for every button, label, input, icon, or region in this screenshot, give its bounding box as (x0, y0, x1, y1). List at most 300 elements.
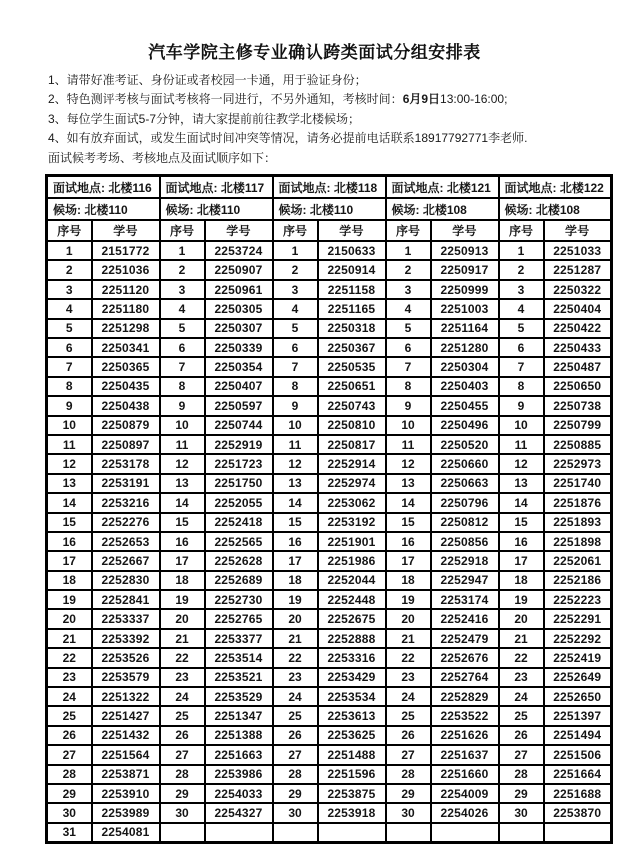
student-id-cell: 2250438 (92, 396, 160, 415)
student-id-cell: 2252650 (544, 687, 612, 706)
page-title: 汽车学院主修专业确认跨类面试分组安排表 (148, 43, 481, 62)
seq-cell: 31 (47, 823, 92, 843)
seq-cell: 6 (47, 338, 92, 357)
seq-cell: 7 (47, 357, 92, 376)
student-id-cell: 2250907 (205, 260, 273, 279)
seq-cell: 19 (273, 590, 318, 609)
seq-cell: 3 (273, 280, 318, 299)
seq-cell: 10 (386, 416, 431, 435)
table-row (47, 435, 612, 454)
seq-cell: 20 (273, 609, 318, 628)
seq-cell: 9 (47, 396, 92, 415)
seq-cell: 11 (47, 435, 92, 454)
student-id-cell: 2253521 (205, 668, 273, 687)
student-id-cell: 2251637 (431, 745, 499, 764)
seq-cell: 12 (47, 454, 92, 473)
seq-cell: 6 (499, 338, 544, 357)
seq-cell: 20 (499, 609, 544, 628)
student-id-cell: 2251036 (92, 260, 160, 279)
student-id-cell: 2151772 (92, 241, 160, 260)
interview-schedule-table (45, 174, 613, 844)
seq-cell: 5 (160, 319, 205, 338)
student-id-cell: 2251120 (92, 280, 160, 299)
student-id-cell: 2253625 (318, 726, 386, 745)
seq-cell: 3 (499, 280, 544, 299)
student-id-cell: 2251596 (318, 765, 386, 784)
student-id-cell: 2250404 (544, 299, 612, 318)
student-id-cell: 2254026 (431, 803, 499, 822)
note-line-3: 3、每位学生面试5-7分钟，请大家提前前往教学北楼候场； (48, 111, 361, 126)
note-line-1: 1、请带好准考证、身份证或者校园一卡通，用于验证身份； (48, 73, 367, 87)
student-id-cell: 2250999 (431, 280, 499, 299)
student-id-cell: 2251986 (318, 551, 386, 570)
seq-cell: 30 (386, 803, 431, 822)
seq-cell: 4 (499, 299, 544, 318)
student-id-cell: 2250650 (544, 377, 612, 396)
seq-cell: 17 (47, 551, 92, 570)
seq-cell: 13 (47, 474, 92, 493)
seq-cell: 15 (47, 513, 92, 532)
seq-cell: 23 (499, 668, 544, 687)
student-id-cell: 2252291 (544, 609, 612, 628)
student-id-cell: 2252044 (318, 571, 386, 590)
seq-cell: 7 (386, 357, 431, 376)
student-id-cell: 2253871 (92, 765, 160, 784)
student-id-cell: 2252830 (92, 571, 160, 590)
student-id-cell: 2250663 (431, 474, 499, 493)
seq-header-cell: 序号 (160, 220, 205, 241)
student-id-cell: 2253191 (92, 474, 160, 493)
seq-cell: 1 (160, 241, 205, 260)
student-id-cell: 2250354 (205, 357, 273, 376)
seq-cell: 11 (499, 435, 544, 454)
student-id-cell: 2250487 (544, 357, 612, 376)
table-row (47, 784, 612, 803)
table-row (47, 280, 612, 299)
seq-cell: 26 (273, 726, 318, 745)
waiting-room-row (47, 198, 612, 220)
location-row (47, 176, 612, 199)
seq-cell: 24 (386, 687, 431, 706)
seq-cell: 23 (273, 668, 318, 687)
seq-cell: 12 (160, 454, 205, 473)
student-id-cell: 2252649 (544, 668, 612, 687)
seq-cell (160, 823, 205, 843)
seq-cell: 23 (160, 668, 205, 687)
interview-location-cell: 面试地点: 北楼121 (386, 176, 499, 199)
student-id-cell: 2251506 (544, 745, 612, 764)
student-id-cell: 2250318 (318, 319, 386, 338)
table-row (47, 241, 612, 260)
seq-cell: 22 (160, 648, 205, 667)
seq-cell: 28 (273, 765, 318, 784)
seq-cell (499, 823, 544, 843)
student-id-cell: 2250879 (92, 416, 160, 435)
seq-cell: 25 (160, 706, 205, 725)
student-id-cell: 2250796 (431, 493, 499, 512)
seq-cell: 17 (386, 551, 431, 570)
seq-cell: 20 (47, 609, 92, 628)
student-id-cell: 2253989 (92, 803, 160, 822)
seq-cell: 25 (386, 706, 431, 725)
seq-cell: 27 (47, 745, 92, 764)
seq-cell: 28 (47, 765, 92, 784)
seq-cell: 19 (47, 590, 92, 609)
seq-cell: 16 (499, 532, 544, 551)
seq-cell: 18 (47, 571, 92, 590)
student-id-cell: 2252689 (205, 571, 273, 590)
seq-cell: 7 (499, 357, 544, 376)
seq-cell: 13 (273, 474, 318, 493)
note-line-4: 4、如有放弃面试，或发生面试时间冲突等情况，请务必提前电话联系18917792771李老师. (48, 131, 528, 146)
table-row (47, 551, 612, 570)
seq-cell: 18 (160, 571, 205, 590)
student-id-cell: 2252667 (92, 551, 160, 570)
seq-cell: 8 (386, 377, 431, 396)
student-id-cell: 2250403 (431, 377, 499, 396)
waiting-room-cell: 候场: 北楼110 (273, 198, 386, 220)
student-id-cell: 2250307 (205, 319, 273, 338)
table-row (47, 260, 612, 279)
student-id-cell: 2252764 (431, 668, 499, 687)
seq-cell: 15 (499, 513, 544, 532)
table-row (47, 396, 612, 415)
student-id-cell: 2252765 (205, 609, 273, 628)
student-id-cell (544, 823, 612, 843)
seq-cell: 2 (386, 260, 431, 279)
student-id-cell: 2251898 (544, 532, 612, 551)
student-id-cell: 2253986 (205, 765, 273, 784)
seq-cell: 12 (386, 454, 431, 473)
student-id-header-cell: 学号 (205, 220, 273, 241)
student-id-cell: 2252186 (544, 571, 612, 590)
student-id-cell: 2253529 (205, 687, 273, 706)
seq-cell: 9 (386, 396, 431, 415)
seq-cell: 27 (499, 745, 544, 764)
seq-cell: 25 (47, 706, 92, 725)
student-id-cell: 2252888 (318, 629, 386, 648)
table-row (47, 532, 612, 551)
student-id-cell: 2250810 (318, 416, 386, 435)
seq-cell: 8 (160, 377, 205, 396)
student-id-cell: 2250435 (92, 377, 160, 396)
table-row (47, 377, 612, 396)
schedule-table-wrap (45, 174, 629, 844)
seq-cell: 23 (47, 668, 92, 687)
seq-cell: 5 (386, 319, 431, 338)
student-id-cell: 2251876 (544, 493, 612, 512)
table-row (47, 319, 612, 338)
seq-cell: 10 (499, 416, 544, 435)
seq-cell: 12 (273, 454, 318, 473)
table-row (47, 765, 612, 784)
student-id-cell: 2250407 (205, 377, 273, 396)
student-id-cell: 2250422 (544, 319, 612, 338)
student-id-cell: 2252628 (205, 551, 273, 570)
seq-header-cell: 序号 (499, 220, 544, 241)
seq-cell: 19 (386, 590, 431, 609)
student-id-cell: 2251165 (318, 299, 386, 318)
student-id-cell: 2250433 (544, 338, 612, 357)
seq-cell: 4 (273, 299, 318, 318)
student-id-cell: 2250744 (205, 416, 273, 435)
student-id-cell: 2250367 (318, 338, 386, 357)
student-id-cell: 2251388 (205, 726, 273, 745)
seq-cell: 24 (499, 687, 544, 706)
student-id-cell: 2250913 (431, 241, 499, 260)
student-id-cell: 2253875 (318, 784, 386, 803)
student-id-cell: 2250914 (318, 260, 386, 279)
student-id-cell: 2251663 (205, 745, 273, 764)
student-id-cell: 2250455 (431, 396, 499, 415)
waiting-room-cell: 候场: 北楼108 (499, 198, 612, 220)
student-id-cell: 2252675 (318, 609, 386, 628)
student-id-cell: 2252918 (431, 551, 499, 570)
seq-cell: 17 (499, 551, 544, 570)
student-id-cell: 2250917 (431, 260, 499, 279)
seq-cell: 2 (160, 260, 205, 279)
table-row (47, 687, 612, 706)
student-id-cell: 2252841 (92, 590, 160, 609)
student-id-cell: 2253870 (544, 803, 612, 822)
table-row (47, 648, 612, 667)
seq-cell: 29 (386, 784, 431, 803)
seq-cell: 3 (47, 280, 92, 299)
student-id-cell: 2252565 (205, 532, 273, 551)
student-id-cell: 2251664 (544, 765, 612, 784)
note-line-2: 2、特色测评考核与面试考核将一同进行，不另外通知，考核时间：6月9日13:00-16:00; (48, 92, 508, 107)
student-id-cell: 2250365 (92, 357, 160, 376)
student-id-cell: 2250897 (92, 435, 160, 454)
interview-location-cell: 面试地点: 北楼116 (47, 176, 160, 199)
seq-cell: 20 (386, 609, 431, 628)
student-id-cell: 2250535 (318, 357, 386, 376)
table-row (47, 706, 612, 725)
student-id-cell: 2252676 (431, 648, 499, 667)
student-id-cell: 2253192 (318, 513, 386, 532)
seq-cell: 26 (499, 726, 544, 745)
seq-cell: 22 (47, 648, 92, 667)
student-id-cell: 2253526 (92, 648, 160, 667)
table-row (47, 416, 612, 435)
seq-cell: 19 (160, 590, 205, 609)
table-row (47, 629, 612, 648)
student-id-cell: 2252276 (92, 513, 160, 532)
student-id-cell: 2253062 (318, 493, 386, 512)
seq-cell: 17 (160, 551, 205, 570)
seq-cell: 7 (273, 357, 318, 376)
student-id-cell: 2250743 (318, 396, 386, 415)
student-id-cell: 2253178 (92, 454, 160, 473)
student-id-cell: 2251180 (92, 299, 160, 318)
student-id-cell: 2250341 (92, 338, 160, 357)
seq-cell: 29 (47, 784, 92, 803)
student-id-cell: 2252653 (92, 532, 160, 551)
student-id-cell (318, 823, 386, 843)
table-row (47, 726, 612, 745)
student-id-cell: 2251427 (92, 706, 160, 725)
seq-cell: 9 (273, 396, 318, 415)
table-row (47, 590, 612, 609)
student-id-cell: 2254081 (92, 823, 160, 843)
seq-cell: 8 (499, 377, 544, 396)
seq-cell: 13 (160, 474, 205, 493)
seq-cell: 14 (273, 493, 318, 512)
student-id-cell: 2250520 (431, 435, 499, 454)
student-id-cell: 2252416 (431, 609, 499, 628)
seq-cell: 8 (273, 377, 318, 396)
seq-cell: 5 (499, 319, 544, 338)
seq-cell: 26 (386, 726, 431, 745)
seq-cell: 15 (273, 513, 318, 532)
student-id-cell: 2253534 (318, 687, 386, 706)
seq-cell: 6 (160, 338, 205, 357)
seq-cell (273, 823, 318, 843)
student-id-cell: 2253613 (318, 706, 386, 725)
table-row (47, 474, 612, 493)
table-row (47, 745, 612, 764)
seq-cell: 4 (386, 299, 431, 318)
seq-cell: 8 (47, 377, 92, 396)
seq-cell: 28 (499, 765, 544, 784)
student-id-header-cell: 学号 (431, 220, 499, 241)
seq-cell: 9 (499, 396, 544, 415)
table-row (47, 299, 612, 318)
note-bold-text: 6月9日 (402, 92, 441, 107)
seq-cell: 30 (47, 803, 92, 822)
student-id-cell: 2250817 (318, 435, 386, 454)
interview-location-cell: 面试地点: 北楼122 (499, 176, 612, 199)
note-line-5: 面试候考考场、考核地点及面试顺序如下： (48, 150, 277, 165)
seq-cell: 30 (273, 803, 318, 822)
seq-cell: 16 (273, 532, 318, 551)
student-id-cell: 2252055 (205, 493, 273, 512)
seq-cell: 22 (386, 648, 431, 667)
student-id-cell: 2251893 (544, 513, 612, 532)
table-row (47, 609, 612, 628)
student-id-cell: 2253910 (92, 784, 160, 803)
seq-cell: 10 (47, 416, 92, 435)
student-id-cell: 2250856 (431, 532, 499, 551)
seq-cell: 15 (386, 513, 431, 532)
seq-cell: 29 (273, 784, 318, 803)
student-id-cell (431, 823, 499, 843)
seq-cell (386, 823, 431, 843)
student-id-cell: 2252479 (431, 629, 499, 648)
table-row (47, 338, 612, 357)
seq-cell: 2 (273, 260, 318, 279)
student-id-cell: 2251564 (92, 745, 160, 764)
table-row (47, 803, 612, 822)
seq-cell: 11 (160, 435, 205, 454)
student-id-header-cell: 学号 (92, 220, 160, 241)
student-id-cell: 2251158 (318, 280, 386, 299)
student-id-cell: 2254033 (205, 784, 273, 803)
student-id-cell: 2253392 (92, 629, 160, 648)
seq-cell: 1 (499, 241, 544, 260)
student-id-cell: 2254009 (431, 784, 499, 803)
waiting-room-cell: 候场: 北楼108 (386, 198, 499, 220)
table-row (47, 493, 612, 512)
student-id-cell: 2250322 (544, 280, 612, 299)
seq-cell: 15 (160, 513, 205, 532)
seq-cell: 6 (386, 338, 431, 357)
student-id-cell: 2250738 (544, 396, 612, 415)
student-id-cell: 2251432 (92, 726, 160, 745)
interview-location-cell: 面试地点: 北楼117 (160, 176, 273, 199)
seq-cell: 22 (273, 648, 318, 667)
seq-cell: 10 (273, 416, 318, 435)
student-id-cell: 2251901 (318, 532, 386, 551)
table-row (47, 668, 612, 687)
seq-cell: 16 (47, 532, 92, 551)
table-row (47, 513, 612, 532)
seq-cell: 27 (273, 745, 318, 764)
student-id-cell: 2250304 (431, 357, 499, 376)
student-id-cell: 2251723 (205, 454, 273, 473)
seq-cell: 27 (386, 745, 431, 764)
seq-cell: 23 (386, 668, 431, 687)
table-row (47, 571, 612, 590)
student-id-cell: 2251347 (205, 706, 273, 725)
student-id-cell: 2253522 (431, 706, 499, 725)
student-id-cell: 2251626 (431, 726, 499, 745)
seq-cell: 14 (386, 493, 431, 512)
seq-cell: 1 (386, 241, 431, 260)
student-id-cell: 2251740 (544, 474, 612, 493)
student-id-cell: 2251164 (431, 319, 499, 338)
seq-cell: 30 (499, 803, 544, 822)
seq-cell: 21 (160, 629, 205, 648)
student-id-cell: 2251287 (544, 260, 612, 279)
seq-cell: 25 (273, 706, 318, 725)
seq-cell: 7 (160, 357, 205, 376)
seq-cell: 21 (386, 629, 431, 648)
student-id-cell: 2253174 (431, 590, 499, 609)
student-id-cell: 2251660 (431, 765, 499, 784)
seq-cell: 24 (273, 687, 318, 706)
seq-cell: 24 (47, 687, 92, 706)
seq-cell: 5 (47, 319, 92, 338)
seq-cell: 2 (47, 260, 92, 279)
student-id-cell: 2252829 (431, 687, 499, 706)
seq-cell: 5 (273, 319, 318, 338)
student-id-cell: 2251494 (544, 726, 612, 745)
seq-cell: 26 (47, 726, 92, 745)
student-id-cell: 2250812 (431, 513, 499, 532)
seq-header-cell: 序号 (47, 220, 92, 241)
student-id-cell: 2252730 (205, 590, 273, 609)
seq-cell: 16 (160, 532, 205, 551)
notes-block (48, 71, 629, 168)
student-id-cell: 2252292 (544, 629, 612, 648)
student-id-cell: 2251298 (92, 319, 160, 338)
student-id-cell: 2253724 (205, 241, 273, 260)
interview-location-cell: 面试地点: 北楼118 (273, 176, 386, 199)
student-id-cell: 2250660 (431, 454, 499, 473)
seq-cell: 22 (499, 648, 544, 667)
seq-cell: 26 (160, 726, 205, 745)
student-id-cell: 2253337 (92, 609, 160, 628)
seq-cell: 4 (47, 299, 92, 318)
student-id-cell: 2254327 (205, 803, 273, 822)
student-id-cell: 2250885 (544, 435, 612, 454)
student-id-cell: 2251397 (544, 706, 612, 725)
seq-cell: 13 (386, 474, 431, 493)
seq-cell: 21 (273, 629, 318, 648)
student-id-cell: 2253316 (318, 648, 386, 667)
seq-cell: 21 (47, 629, 92, 648)
